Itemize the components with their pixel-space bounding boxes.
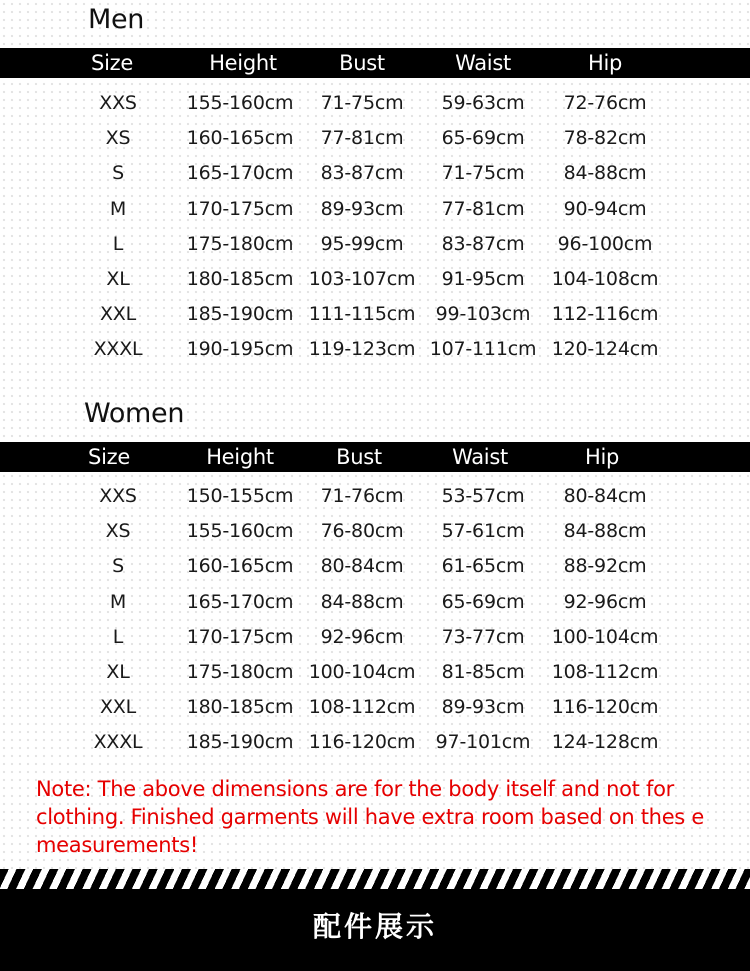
women-cell-size: L: [112, 625, 124, 648]
men-cell-size: S: [112, 162, 124, 185]
women-header-bust: Bust: [336, 445, 382, 469]
women-cell-size: XXXL: [93, 731, 143, 754]
men-cell-bust: 83-87cm: [320, 162, 404, 185]
men-cell-bust: 89-93cm: [320, 197, 404, 220]
table-row: [0, 156, 750, 191]
women-cell-height: 175-180cm: [186, 661, 294, 683]
women-cell-bust: 84-88cm: [320, 590, 404, 613]
women-cell-bust: 92-96cm: [320, 625, 404, 648]
table-row: [0, 690, 750, 725]
men-section-title: Men: [88, 4, 145, 35]
table-row: [0, 332, 750, 367]
women-cell-size: S: [112, 555, 124, 578]
men-cell-bust: 111-115cm: [308, 303, 416, 326]
women-header-size: Size: [88, 445, 130, 469]
women-cell-waist: 73-77cm: [441, 625, 525, 648]
women-cell-bust: 100-104cm: [308, 661, 416, 683]
table-row: [0, 620, 750, 655]
table-row: [0, 227, 750, 262]
men-cell-hip: 104-108cm: [551, 268, 659, 290]
men-cell-size: XXXL: [93, 338, 143, 361]
men-header-size: Size: [91, 51, 133, 75]
men-cell-bust: 103-107cm: [308, 268, 416, 290]
women-cell-bust: 80-84cm: [320, 555, 404, 578]
men-cell-size: XL: [106, 268, 130, 290]
women-cell-hip: 116-120cm: [551, 696, 659, 719]
men-cell-height: 175-180cm: [186, 232, 294, 255]
men-cell-height: 160-165cm: [186, 127, 294, 150]
men-cell-height: 180-185cm: [186, 268, 294, 290]
table-row: [0, 262, 750, 297]
table-row: [0, 514, 750, 549]
footer-banner: [0, 889, 750, 971]
men-cell-waist: 59-63cm: [441, 92, 525, 114]
women-cell-waist: 65-69cm: [441, 590, 525, 613]
footer-title: 配件展示: [312, 910, 437, 943]
men-cell-bust: 95-99cm: [320, 232, 404, 255]
women-cell-hip: 88-92cm: [563, 555, 647, 578]
women-cell-bust: 71-76cm: [320, 485, 404, 507]
women-cell-size: XL: [106, 661, 130, 683]
women-table-header: [0, 442, 750, 472]
women-cell-bust: 116-120cm: [308, 731, 416, 754]
women-cell-waist: 53-57cm: [441, 485, 525, 507]
men-cell-waist: 77-81cm: [441, 197, 525, 220]
women-cell-size: XXS: [99, 485, 137, 507]
men-cell-waist: 65-69cm: [441, 127, 525, 150]
table-row: [0, 585, 750, 620]
men-cell-waist: 91-95cm: [441, 268, 525, 290]
men-cell-waist: 99-103cm: [435, 303, 531, 326]
women-cell-waist: 89-93cm: [441, 696, 525, 719]
men-cell-size: XXL: [99, 303, 137, 326]
men-cell-hip: 112-116cm: [551, 303, 659, 326]
women-cell-hip: 84-88cm: [563, 520, 647, 543]
women-header-hip: Hip: [584, 445, 620, 469]
measurement-note: Note: The above dimensions are for the body itself and not for clothing. Finished garments will have extra room based on thes e measurements!: [36, 777, 704, 857]
women-cell-hip: 80-84cm: [563, 485, 647, 507]
men-cell-size: L: [112, 232, 124, 255]
women-cell-size: M: [109, 590, 127, 613]
women-cell-size: XS: [105, 520, 131, 543]
men-cell-height: 170-175cm: [186, 197, 294, 220]
men-cell-hip: 96-100cm: [557, 232, 653, 255]
women-cell-hip: 92-96cm: [563, 590, 647, 613]
men-cell-bust: 71-75cm: [320, 92, 404, 114]
women-cell-height: 170-175cm: [186, 625, 294, 648]
men-cell-hip: 84-88cm: [563, 162, 647, 185]
men-cell-size: M: [109, 197, 127, 220]
men-cell-height: 190-195cm: [186, 338, 294, 361]
men-cell-waist: 83-87cm: [441, 232, 525, 255]
men-cell-height: 155-160cm: [186, 92, 294, 114]
men-header-height: Height: [209, 51, 277, 75]
table-row: [0, 86, 750, 121]
men-table-header: [0, 48, 750, 78]
women-cell-waist: 57-61cm: [441, 520, 525, 543]
women-section-title: Women: [84, 398, 185, 429]
women-cell-height: 165-170cm: [186, 590, 294, 613]
men-header-waist: Waist: [455, 51, 511, 75]
men-cell-hip: 72-76cm: [563, 92, 647, 114]
men-cell-hip: 78-82cm: [563, 127, 647, 150]
women-header-waist: Waist: [452, 445, 508, 469]
men-cell-waist: 107-111cm: [429, 338, 537, 361]
men-cell-hip: 120-124cm: [551, 338, 659, 361]
table-row: [0, 725, 750, 760]
women-cell-height: 150-155cm: [186, 485, 294, 507]
table-row: [0, 479, 750, 514]
men-cell-height: 165-170cm: [186, 162, 294, 185]
women-cell-height: 185-190cm: [186, 731, 294, 754]
women-cell-bust: 76-80cm: [320, 520, 404, 543]
men-cell-size: XXS: [99, 92, 137, 114]
women-cell-bust: 108-112cm: [308, 696, 416, 719]
table-row: [0, 192, 750, 227]
women-cell-hip: 100-104cm: [551, 625, 659, 648]
men-header-bust: Bust: [339, 51, 385, 75]
table-row: [0, 655, 750, 690]
table-row: [0, 297, 750, 332]
women-cell-height: 155-160cm: [186, 520, 294, 543]
women-cell-height: 180-185cm: [186, 696, 294, 719]
women-cell-height: 160-165cm: [186, 555, 294, 578]
men-cell-size: XS: [105, 127, 131, 150]
men-cell-hip: 90-94cm: [563, 197, 647, 220]
women-cell-waist: 97-101cm: [435, 731, 531, 754]
women-header-height: Height: [206, 445, 274, 469]
women-cell-size: XXL: [99, 696, 137, 719]
women-cell-waist: 61-65cm: [441, 555, 525, 578]
men-cell-waist: 71-75cm: [441, 162, 525, 185]
diagonal-stripe-divider: [0, 869, 750, 889]
men-cell-bust: 119-123cm: [308, 338, 416, 361]
women-cell-hip: 108-112cm: [551, 661, 659, 683]
women-cell-waist: 81-85cm: [441, 661, 525, 683]
women-cell-hip: 124-128cm: [551, 731, 659, 754]
table-row: [0, 549, 750, 584]
men-cell-height: 185-190cm: [186, 303, 294, 326]
men-header-hip: Hip: [587, 51, 623, 75]
table-row: [0, 121, 750, 156]
men-cell-bust: 77-81cm: [320, 127, 404, 150]
